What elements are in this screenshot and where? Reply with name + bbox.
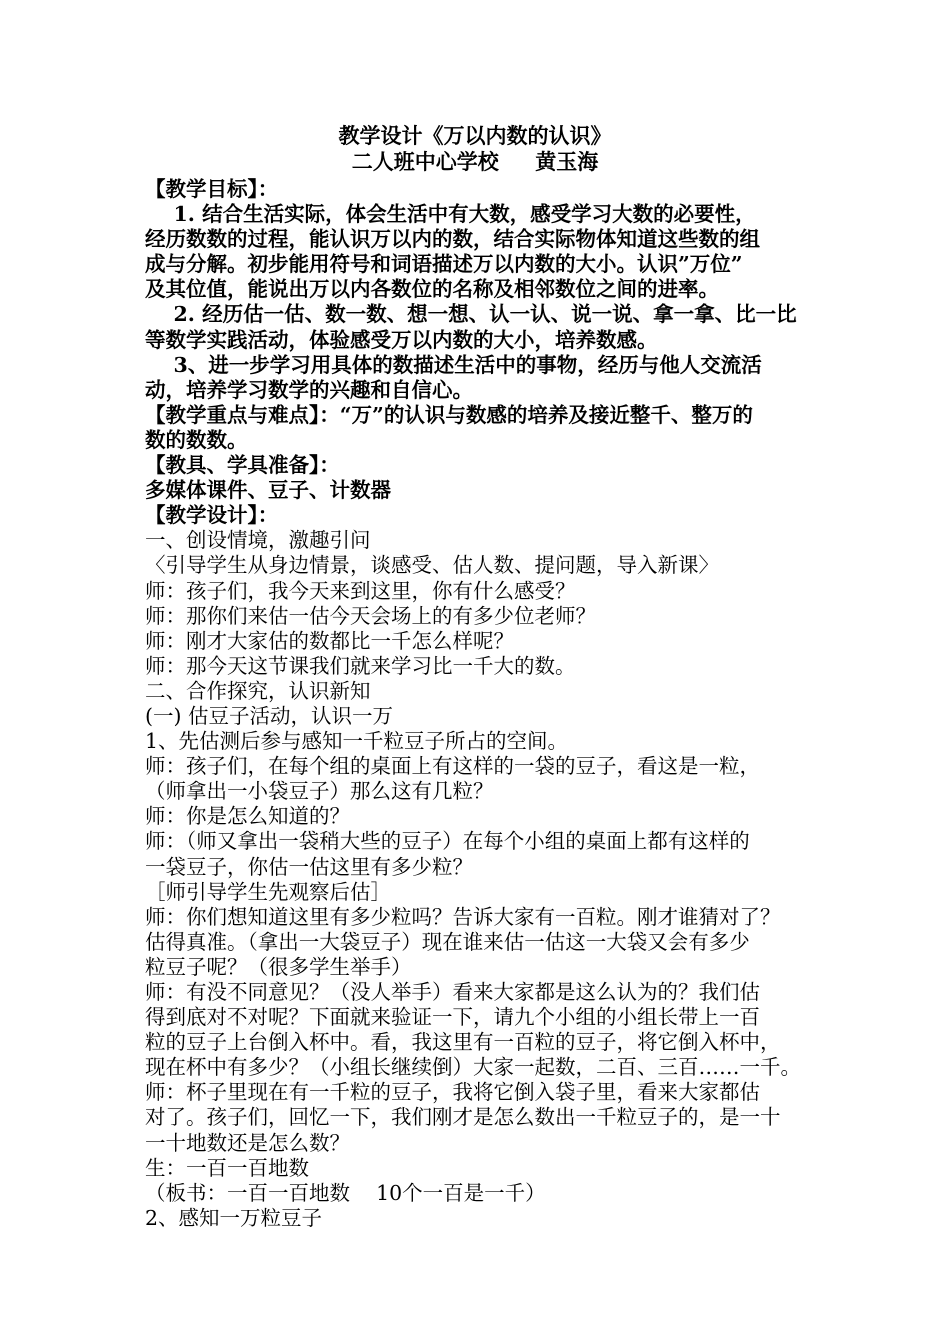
section-heading-design: 【教学设计】： <box>145 503 279 528</box>
body-line: 1、先估测后参与感知一千粒豆子所占的空间。 <box>145 729 569 754</box>
body-line: 师：刚才大家估的数都比一千怎么样呢？ <box>145 628 514 653</box>
body-line: 粒的豆子上台倒入杯中。看，我这里有一百粒的豆子，将它倒入杯中， <box>145 1030 781 1055</box>
document-subtitle: 二人班中心学校 黄玉海 <box>351 149 599 174</box>
body-line: 一袋豆子，你估一估这里有多少粒？ <box>145 854 473 879</box>
body-line: 师：那今天这节课我们就来学习比一千大的数。 <box>145 653 576 678</box>
body-line: 3、进一步学习用具体的数描述生活中的事物，经历与他人交流活 <box>145 352 762 377</box>
body-line: 及其位值，能说出万以内各数位的名称及相邻数位之间的进率。 <box>145 277 719 302</box>
body-line: 动，培养学习数学的兴趣和自信心。 <box>145 377 473 402</box>
body-line: 对了。孩子们，回忆一下，我们刚才是怎么数出一千粒豆子的，是一十 <box>145 1105 781 1130</box>
body-line: 师：杯子里现在有一千粒的豆子，我将它倒入袋子里，看来大家都估 <box>145 1080 760 1105</box>
part-heading: 二、合作探究，认识新知 <box>145 678 371 703</box>
body-line: 得到底对不对呢？下面就来验证一下，请九个小组的小组长带上一百 <box>145 1005 760 1030</box>
body-line: 师：那你们来估一估今天会场上的有多少位老师？ <box>145 603 596 628</box>
body-line: 〈引导学生从身边情景，谈感受、估人数、提问题，导入新课〉 <box>145 553 719 578</box>
document-body <box>145 177 815 1231</box>
body-line: 一十地数还是怎么数？ <box>145 1130 350 1155</box>
body-line: 粒豆子呢？（很多学生举手） <box>145 954 412 979</box>
body-line: （师拿出一小袋豆子）那么这有几粒？ <box>145 779 494 804</box>
body-line: 成与分解。初步能用符号和词语描述万以内数的大小。认识”万位” <box>145 252 743 277</box>
body-line: 经历数数的过程，能认识万以内的数，结合实际物体知道这些数的组 <box>145 227 760 252</box>
section-heading-key-points: 【教学重点与难点】：“万”的认识与数感的培养及接近整千、整万的 <box>145 402 753 427</box>
body-line: 师：（师又拿出一袋稍大些的豆子）在每个小组的桌面上都有这样的 <box>145 829 750 854</box>
body-line: 生：一百一百地数 <box>145 1155 309 1180</box>
body-line: 2. 经历估一估、数一数、想一想、认一认、说一说、拿一拿、比一比 <box>145 302 797 327</box>
body-line: 等数学实践活动，体验感受万以内数的大小，培养数感。 <box>145 327 658 352</box>
body-line: 多媒体课件、豆子、计数器 <box>145 478 391 503</box>
body-line: 师：你是怎么知道的？ <box>145 804 350 829</box>
body-line: 估得真准。（拿出一大袋豆子）现在谁来估一估这一大袋又会有多少 <box>145 929 750 954</box>
body-line: 2、感知一万粒豆子 <box>145 1205 323 1230</box>
body-line: 师：孩子们，在每个组的桌面上有这样的一袋的豆子，看这是一粒， <box>145 754 760 779</box>
body-line: ［师引导学生先观察后估］ <box>145 879 391 904</box>
body-line: 师：孩子们，我今天来到这里，你有什么感受？ <box>145 578 576 603</box>
body-line: 现在杯中有多少？（小组长继续倒）大家一起数，二百、三百……一千。 <box>145 1055 801 1080</box>
body-line: （板书：一百一百地数 10个一百是一千） <box>145 1180 546 1205</box>
body-line: 1. 结合生活实际，体会生活中有大数，感受学习大数的必要性， <box>145 202 756 227</box>
section-heading-materials: 【教具、学具准备】： <box>145 453 340 478</box>
sub-heading: (一) 估豆子活动，认识一万 <box>145 703 394 728</box>
section-heading-objectives: 【教学目标】： <box>145 177 279 201</box>
body-line: 数的数数。 <box>145 427 248 452</box>
body-line: 师：有没不同意见？（没人举手）看来大家都是这么认为的？我们估 <box>145 980 760 1004</box>
document-title: 教学设计《万以内数的认识》 <box>338 123 612 148</box>
part-heading: 一、创设情境，激趣引问 <box>145 528 371 553</box>
body-line: 师：你们想知道这里有多少粒吗？告诉大家有一百粒。刚才谁猜对了？ <box>145 904 781 929</box>
